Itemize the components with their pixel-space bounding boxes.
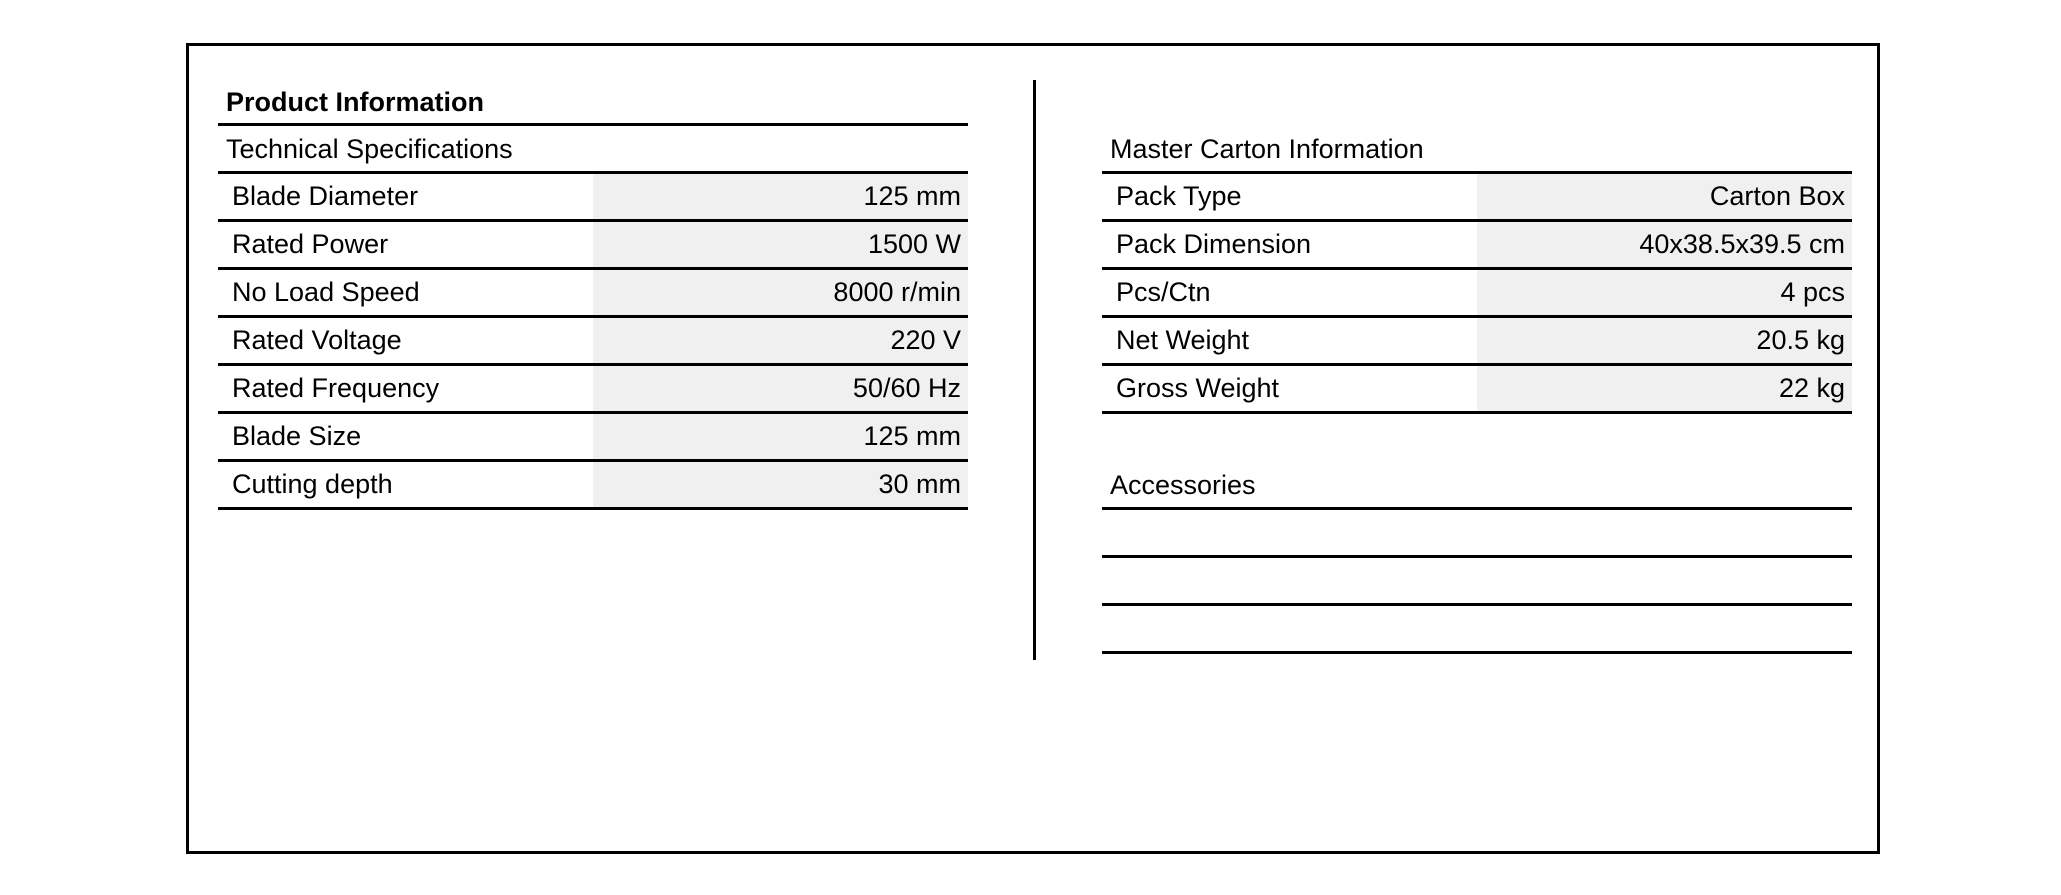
product-information-title: Product Information [218, 78, 968, 126]
carton-label: Net Weight [1102, 318, 1477, 363]
spec-value: 8000 r/min [593, 270, 968, 315]
carton-row-pack-dimension [1102, 222, 1852, 270]
spec-label: Rated Voltage [218, 318, 593, 363]
carton-value: 20.5 kg [1477, 318, 1852, 363]
spec-label: Rated Frequency [218, 366, 593, 411]
accessories-blank-line [1102, 606, 1852, 654]
carton-value: 4 pcs [1477, 270, 1852, 315]
carton-label: Pack Type [1102, 174, 1477, 219]
spec-value: 220 V [593, 318, 968, 363]
accessories-header: Accessories [1102, 462, 1852, 510]
carton-row-gross-weight [1102, 366, 1852, 414]
spec-row-cutting-depth [218, 462, 968, 510]
product-information-column [218, 78, 968, 510]
spec-row-blade-diameter [218, 174, 968, 222]
spec-value: 30 mm [593, 462, 968, 507]
carton-label: Pack Dimension [1102, 222, 1477, 267]
spec-row-rated-frequency [218, 366, 968, 414]
accessories-blank-line [1102, 558, 1852, 606]
carton-value: Carton Box [1477, 174, 1852, 219]
carton-row-pack-type [1102, 174, 1852, 222]
master-carton-column [1102, 126, 1852, 654]
carton-label: Pcs/Ctn [1102, 270, 1477, 315]
carton-row-net-weight [1102, 318, 1852, 366]
spec-label: Blade Size [218, 414, 593, 459]
carton-row-pcs-ctn [1102, 270, 1852, 318]
section-spacer [1102, 414, 1852, 462]
carton-value: 40x38.5x39.5 cm [1477, 222, 1852, 267]
spec-row-no-load-speed [218, 270, 968, 318]
spec-row-rated-power [218, 222, 968, 270]
spec-label: Blade Diameter [218, 174, 593, 219]
spec-value: 50/60 Hz [593, 366, 968, 411]
spec-row-blade-size [218, 414, 968, 462]
spec-row-rated-voltage [218, 318, 968, 366]
technical-specifications-header: Technical Specifications [218, 126, 968, 174]
spec-label: Rated Power [218, 222, 593, 267]
spec-value: 1500 W [593, 222, 968, 267]
spec-value: 125 mm [593, 414, 968, 459]
master-carton-header: Master Carton Information [1102, 126, 1852, 174]
spec-label: Cutting depth [218, 462, 593, 507]
carton-label: Gross Weight [1102, 366, 1477, 411]
column-divider [1033, 80, 1036, 660]
spec-label: No Load Speed [218, 270, 593, 315]
accessories-blank-line [1102, 510, 1852, 558]
spec-value: 125 mm [593, 174, 968, 219]
carton-value: 22 kg [1477, 366, 1852, 411]
